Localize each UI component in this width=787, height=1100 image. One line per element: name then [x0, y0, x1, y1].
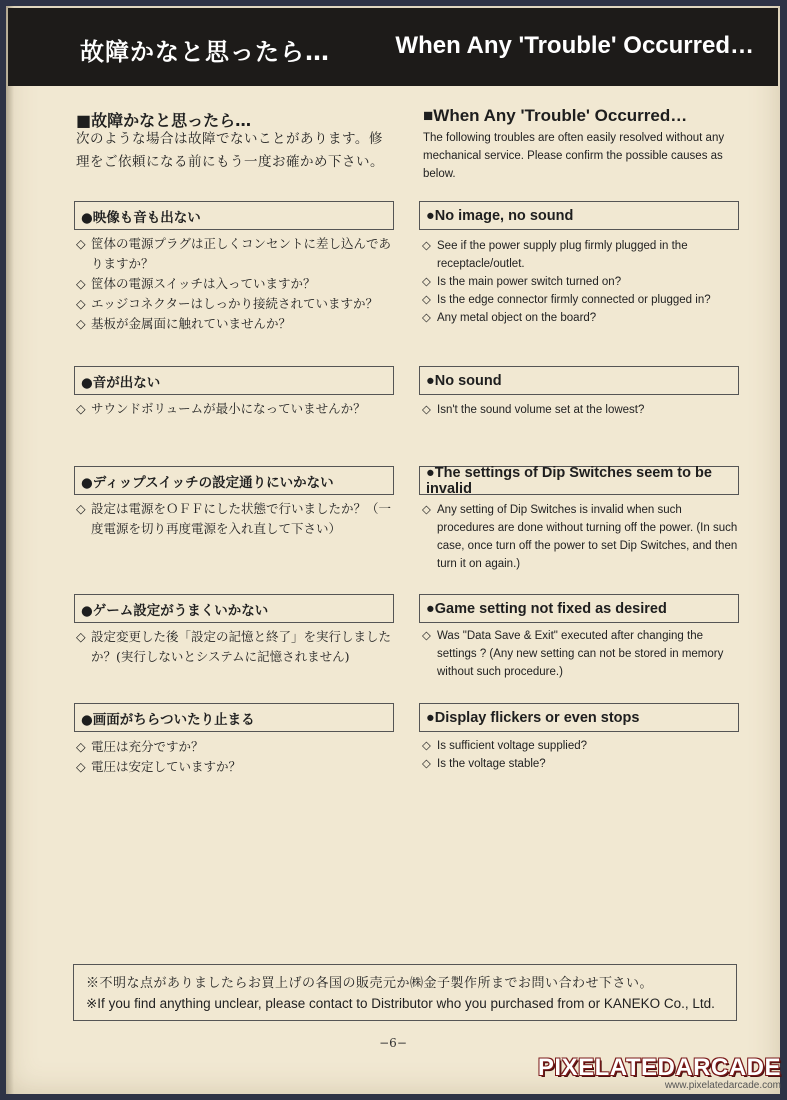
diamond-bullet-icon: ◇: [422, 294, 431, 306]
section-list-en: [422, 737, 742, 773]
list-item: ◇ 設定変更した後「設定の記憶と終了」を実行しましたか？(実行しないとシステムに記憶されません): [76, 629, 392, 664]
intro-body-en: The following troubles are often easily resolved without any mechanical service. Please confirm the possible causes as below.: [423, 132, 725, 180]
diamond-bullet-icon: ◇: [422, 240, 431, 252]
list-item: ◇ 基板が金属面に触れていませんか？: [76, 314, 396, 334]
section-heading-en: ●No sound: [419, 366, 739, 395]
diamond-bullet-icon: ◇: [76, 236, 86, 251]
section-heading-jp: ●ディップスイッチの設定通りにいかない: [74, 466, 394, 495]
section-heading-jp: ●画面がちらついたり止まる: [74, 703, 394, 732]
list-item: ◇ Any setting of Dip Switches is invalid when such procedures are done without turning off the power. (In such case, once turn off the power to set Dip Switches, and then turn it on again.): [422, 501, 742, 573]
list-item: ◇ 電圧は充分ですか？: [76, 737, 396, 757]
list-item: ◇ Any metal object on the board?: [422, 309, 742, 327]
section-list-jp: [76, 627, 396, 667]
contact-note-jp: ※不明な点がありましたらお買上げの各国の販売元か㈱金子製作所までお問い合わせ下さい。: [86, 976, 654, 991]
section-heading-jp: ●ゲーム設定がうまくいかない: [74, 594, 394, 623]
header-title-jp: 故障かなと思ったら…: [80, 38, 330, 66]
diamond-bullet-icon: ◇: [76, 739, 86, 754]
list-item: ◇ Is the voltage stable?: [422, 755, 742, 773]
list-item: ◇ 設定は電源をＯＦＦにした状態で行いましたか？（一度電源を切り再度電源を入れ直して下さい）: [76, 501, 392, 536]
section-heading-en: ●Game setting not fixed as desired: [419, 594, 739, 623]
list-item: ◇ See if the power supply plug firmly plugged in the receptacle/outlet.: [422, 237, 742, 273]
section-heading-en: ●The settings of Dip Switches seem to be invalid: [419, 466, 739, 495]
diamond-bullet-icon: ◇: [422, 276, 431, 288]
diamond-bullet-icon: ◇: [422, 504, 431, 516]
diamond-bullet-icon: ◇: [422, 758, 431, 770]
list-item: ◇ Is the edge connector firmly connected or plugged in?: [422, 291, 742, 309]
diamond-bullet-icon: ◇: [76, 276, 86, 291]
list-item: ◇ Is the main power switch turned on?: [422, 273, 742, 291]
section-list-jp: [76, 499, 396, 539]
list-item: ◇ 筐体の電源スイッチは入っていますか？: [76, 274, 396, 294]
diamond-bullet-icon: ◇: [422, 740, 431, 752]
diamond-bullet-icon: ◇: [76, 316, 86, 331]
section-heading-jp: ●音が出ない: [74, 366, 394, 395]
list-item: ◇ 筐体の電源プラグは正しくコンセントに差し込んでありますか？: [76, 236, 392, 271]
contact-note-en: ※If you find anything unclear, please contact to Distributor who you purchased from or KANEKO Co., Ltd.: [86, 996, 715, 1011]
section-list-en: [422, 401, 742, 419]
page-number: −6−: [379, 1036, 407, 1050]
diamond-bullet-icon: ◇: [76, 629, 86, 644]
intro-title-en: ■When Any 'Trouble' Occurred…: [423, 106, 688, 125]
section-list-en: [422, 627, 742, 681]
diamond-bullet-icon: ◇: [76, 296, 86, 311]
list-item: ◇ サウンドボリュームが最小になっていませんか？: [76, 399, 396, 419]
section-list-jp: [76, 737, 396, 777]
contact-note-box: [73, 964, 737, 1021]
diamond-bullet-icon: ◇: [422, 630, 431, 642]
diamond-bullet-icon: ◇: [422, 312, 431, 324]
list-item: ◇ 電圧は安定していますか？: [76, 757, 396, 777]
list-item: ◇ Is sufficient voltage supplied?: [422, 737, 742, 755]
header-title-en: When Any 'Trouble' Occurred…: [395, 32, 754, 59]
list-item: ◇ エッジコネクターはしっかり接続されていますか？: [76, 294, 396, 314]
watermark-url: www.pixelatedarcade.com: [664, 1080, 781, 1091]
section-list-jp: [76, 399, 396, 419]
section-list-jp: [76, 234, 396, 334]
section-heading-en: ●No image, no sound: [419, 201, 739, 230]
manual-page: [6, 6, 780, 1094]
section-list-en: [422, 501, 742, 573]
diamond-bullet-icon: ◇: [76, 501, 86, 516]
diamond-bullet-icon: ◇: [76, 759, 86, 774]
section-heading-jp: ●映像も音も出ない: [74, 201, 394, 230]
section-heading-en: ●Display flickers or even stops: [419, 703, 739, 732]
section-list-en: [422, 237, 742, 327]
list-item: ◇ Isn't the sound volume set at the lowest?: [422, 401, 742, 419]
watermark-name: PIXELATEDARCADE: [537, 1054, 781, 1081]
list-item: ◇ Was "Data Save & Exit" executed after changing the settings ? (Any new setting can not be stored in memory without such procedure.): [422, 627, 742, 681]
watermark: [538, 1054, 781, 1091]
intro-body-jp: 次のような場合は故障でないことがあります。修理をご依頼になる前にもう一度お確かめ下さい。: [76, 131, 384, 170]
diamond-bullet-icon: ◇: [422, 404, 431, 416]
intro-title-jp: ■故障かなと思ったら…: [76, 111, 252, 130]
diamond-bullet-icon: ◇: [76, 401, 86, 416]
page-header: [8, 8, 778, 86]
